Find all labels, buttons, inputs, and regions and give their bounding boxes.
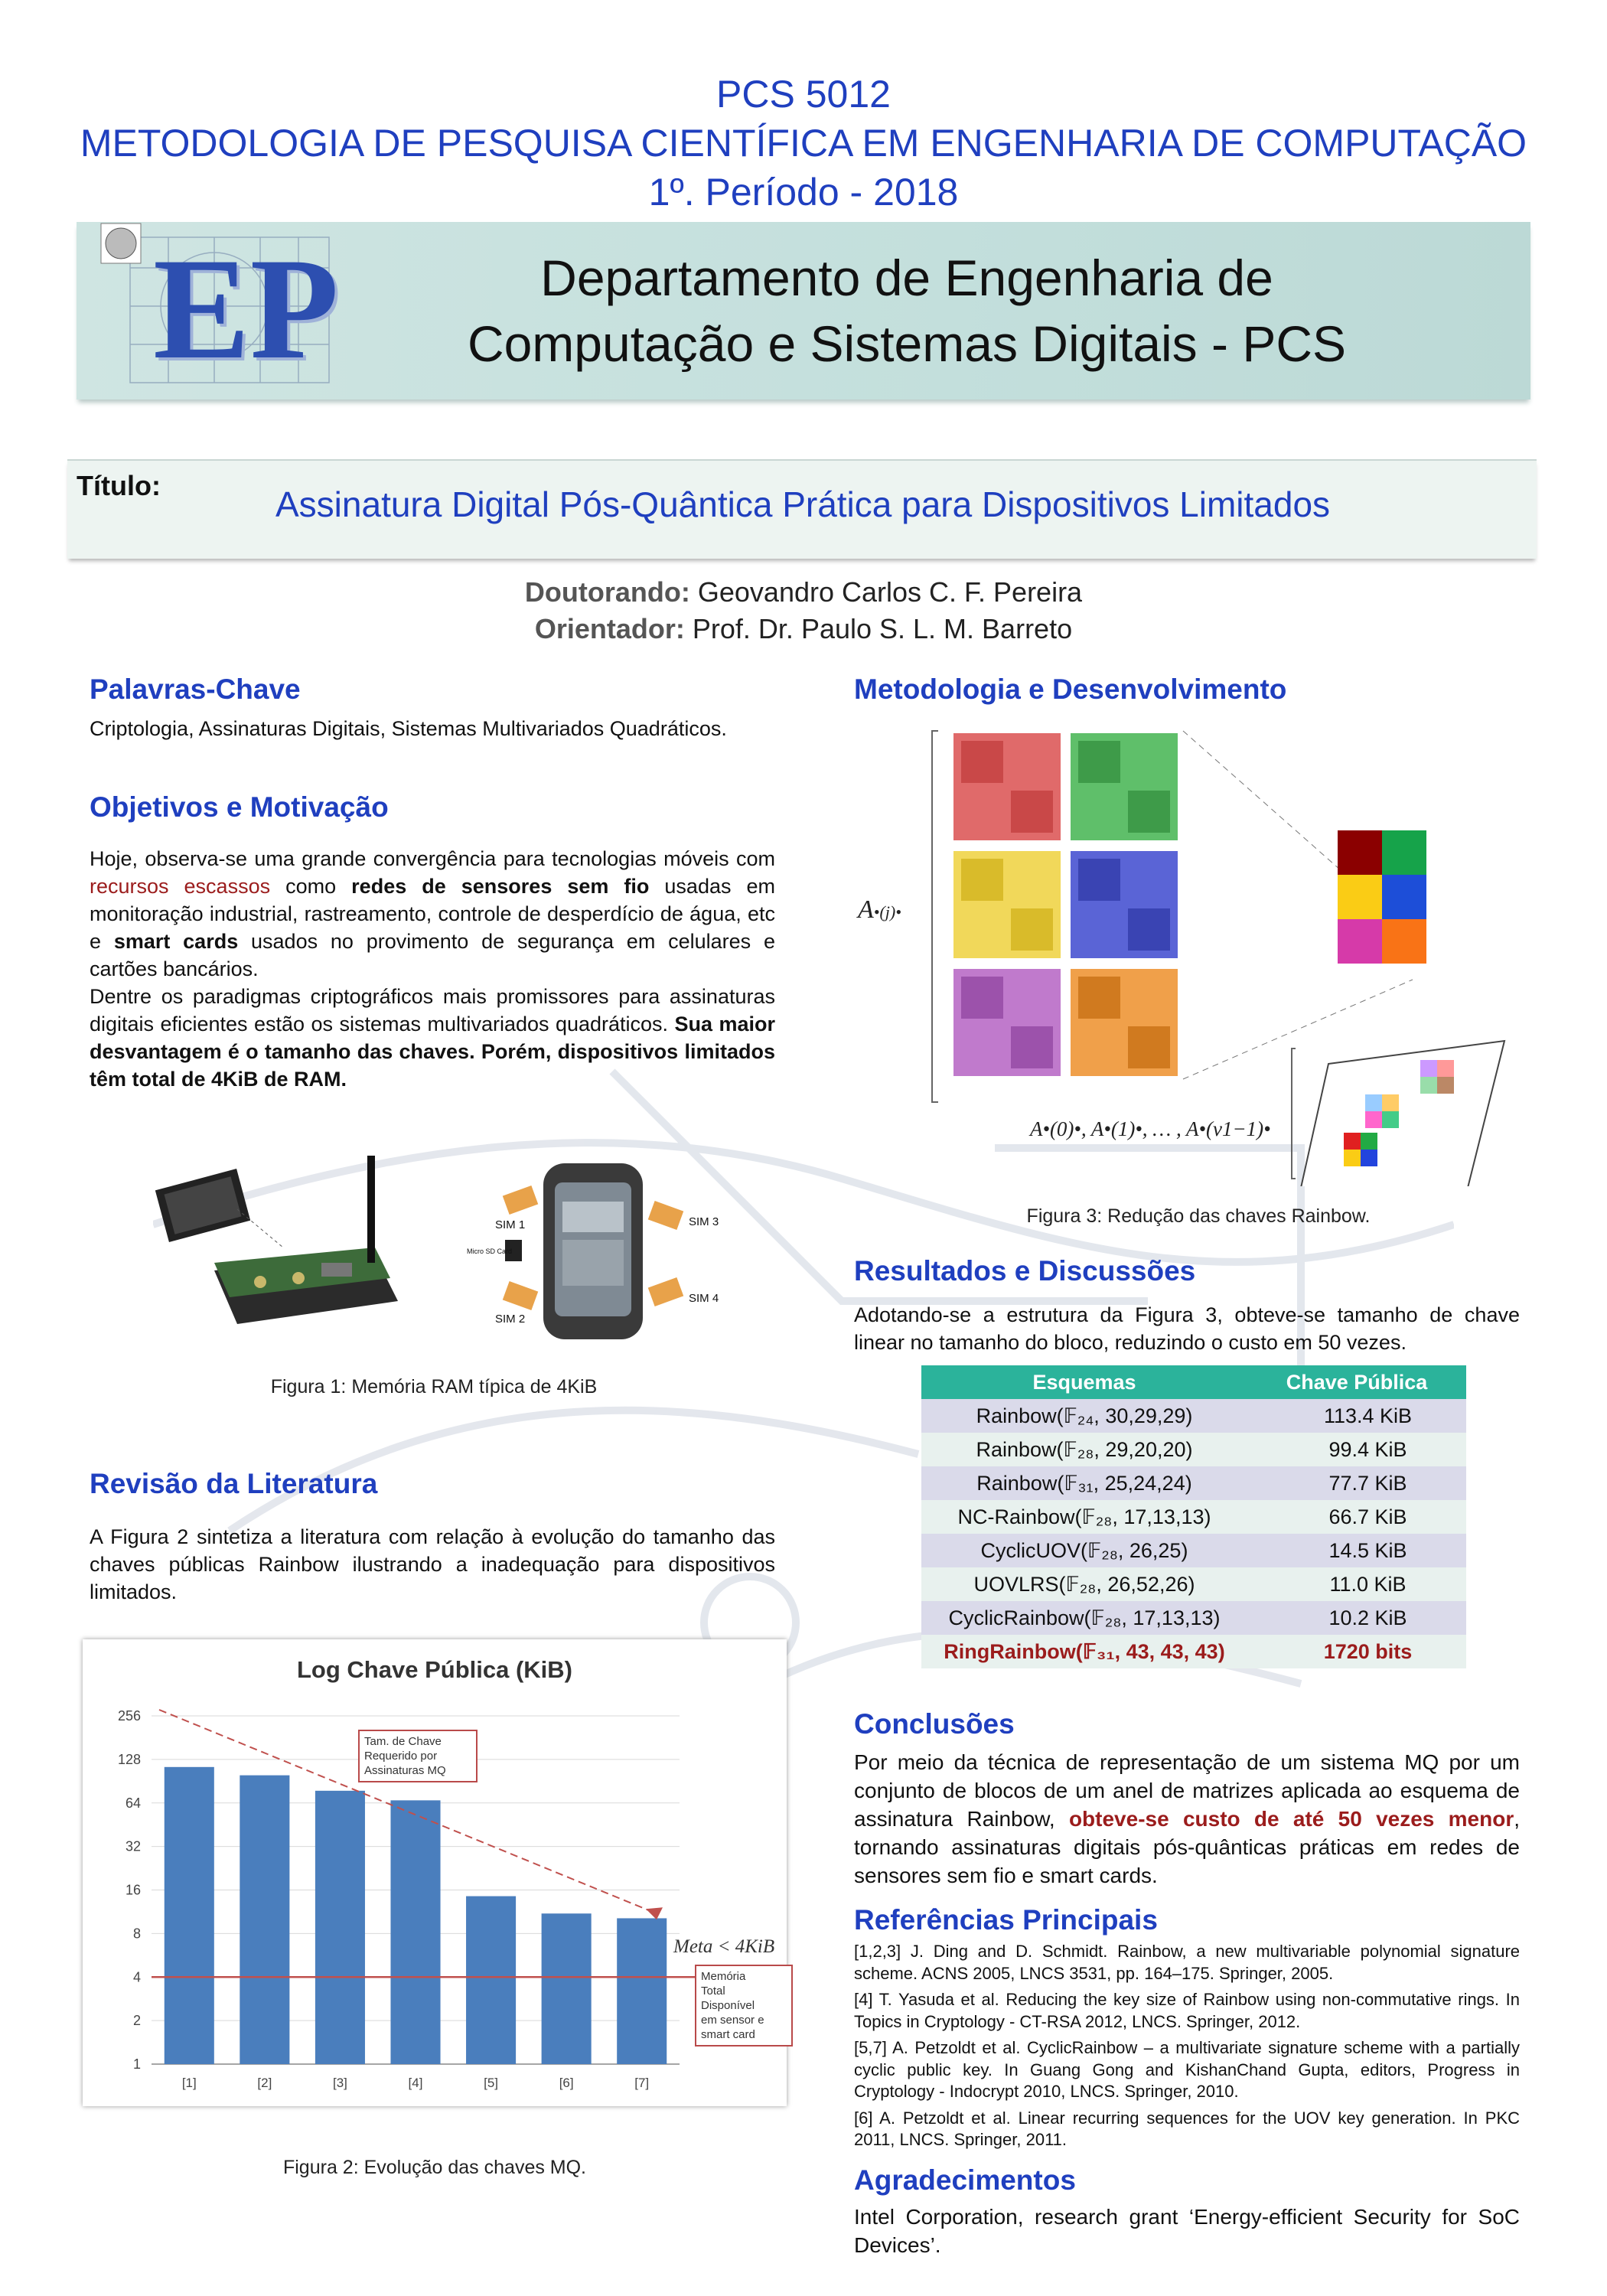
highlight-scarce-resources: recursos escassos: [90, 875, 271, 898]
threshold-annotation-box: [695, 1965, 793, 2047]
key-cell: 77.7 KiB: [1247, 1466, 1466, 1500]
results-heading: Resultados e Discussões: [854, 1255, 1196, 1287]
ep-logo-text: EP: [153, 229, 339, 390]
keywords-text: Criptologia, Assinaturas Digitais, Sistemas Multivariados Quadráticos.: [90, 717, 727, 740]
bar: [617, 1918, 667, 2064]
matrix-block-blue: [1071, 851, 1178, 958]
threshold-label-line: Total: [701, 1985, 725, 1998]
chart-title: Log Chave Pública (KiB): [297, 1656, 572, 1683]
bar: [165, 1767, 214, 2064]
course-code: PCS 5012: [716, 73, 891, 116]
methodology-heading: Metodologia e Desenvolvimento: [854, 673, 1287, 705]
poster-title: Assinatura Digital Pós-Quântica Prática para Dispositivos Limitados: [275, 484, 1331, 524]
objectives-text: Hoje, observa-se uma grande convergência para tecnologias móveis com: [90, 847, 775, 870]
key-cell: 14.5 KiB: [1247, 1534, 1466, 1567]
department-title-line-2: Computação e Sistemas Digitais - PCS: [467, 315, 1347, 372]
y-tick-label: 32: [125, 1838, 141, 1854]
conclusions-heading: Conclusões: [854, 1708, 1015, 1740]
results-table: [921, 1365, 1466, 1668]
trend-label-line: Tam. de Chave: [364, 1735, 442, 1748]
figure-1-images: [145, 1148, 758, 1347]
scheme-cell: Rainbow(𝔽₂₈, 29,20,20): [921, 1433, 1247, 1466]
department-title: [429, 245, 1385, 377]
matrix-block-orange: [1071, 969, 1178, 1076]
student-line: [0, 574, 1607, 611]
bar: [390, 1800, 440, 2064]
matrix-label-index: •(j)•: [873, 902, 901, 921]
scheme-cell: Rainbow(𝔽₃₁, 25,24,24): [921, 1466, 1247, 1500]
student-label: Doutorando:: [524, 576, 690, 608]
x-tick-label: [5]: [484, 2076, 499, 2090]
matrix-label: [858, 895, 901, 925]
y-tick-label: 256: [117, 1708, 141, 1724]
y-tick-label: 1: [132, 2056, 141, 2072]
threshold-label-line: Disponível: [701, 1999, 755, 2012]
matrix-block-purple: [953, 969, 1061, 1076]
table-row: [921, 1466, 1466, 1500]
sim-1-label: SIM 1: [495, 1218, 526, 1231]
matrix-block-red: [953, 733, 1061, 840]
table-row: [921, 1433, 1466, 1466]
keywords-heading: Palavras-Chave: [90, 673, 301, 705]
trend-label-line: Assinaturas MQ: [364, 1764, 446, 1777]
acknowledgements-text: Intel Corporation, research grant ‘Energy-efficient Security for SoC Devices’.: [854, 2205, 1520, 2257]
student-name: Geovandro Carlos C. F. Pereira: [697, 576, 1083, 608]
x-tick-label: [6]: [559, 2076, 574, 2090]
table-row: [921, 1567, 1466, 1601]
sensor-board-image: [155, 1156, 398, 1324]
reference-item: [4] T. Yasuda et al. Reducing the key size of Rainbow using non-commutative rings. In Topics in Cryptology - CT-RSA 2012, LNCS. Springer, 2012.: [854, 1990, 1520, 2031]
y-tick-label: 8: [132, 1926, 141, 1942]
highlight-disadvantage: Sua maior desvantagem é o tamanho das chaves. Porém, dispositivos limitados têm total de 4KiB de RAM.: [90, 1013, 776, 1091]
acknowledgements-heading: Agradecimentos: [854, 2164, 1076, 2196]
scheme-cell: UOVLRS(𝔽₂₈, 26,52,26): [921, 1567, 1247, 1601]
results-text: Adotando-se a estrutura da Figura 3, obteve-se tamanho de chave linear no tamanho do bloco, reduzindo o custo em 50 vezes.: [854, 1303, 1520, 1354]
objectives-text: usadas em monitoração industrial, rastreamento, controle de desperdício de água, etc e: [90, 875, 775, 953]
figure-3-caption: Figura 3: Redução das chaves Rainbow.: [1026, 1205, 1371, 1227]
table-row: [921, 1399, 1466, 1433]
ep-logo: [99, 222, 360, 398]
bar: [466, 1896, 516, 2064]
bar: [542, 1913, 592, 2064]
trend-label-line: Requerido por: [364, 1750, 438, 1763]
x-tick-label: [1]: [181, 2076, 197, 2090]
matrix-label-a: A: [858, 895, 874, 924]
x-tick-label: [3]: [332, 2076, 347, 2090]
department-title-line-1: Departamento de Engenharia de: [540, 249, 1273, 306]
reference-item: [1,2,3] J. Ding and D. Schmidt. Rainbow, a new multivariable polynomial signature scheme. ACNS 2005, LNCS 3531, pp. 164–175. Springer, 2005.: [854, 1942, 1520, 1983]
microsd-label: Micro SD Card: [467, 1247, 513, 1255]
advisor-label: Orientador:: [534, 613, 685, 644]
objectives-text: como: [270, 875, 352, 898]
key-cell: 113.4 KiB: [1247, 1399, 1466, 1433]
table-header-key: Chave Pública: [1247, 1365, 1466, 1399]
highlight-smart-cards: smart cards: [113, 930, 239, 953]
sim-4-label: SIM 4: [689, 1292, 719, 1305]
objectives-paragraph-1: [90, 845, 775, 983]
conclusions-text-part: , tornando assinaturas digitais pós-quânticas práticas em redes de sensores sem fio e smart cards.: [854, 1807, 1520, 1887]
figure-2-caption: Figura 2: Evolução das chaves MQ.: [282, 2157, 587, 2178]
reference-item: [5,7] A. Petzoldt et al. CyclicRainbow – a multivariate signature scheme with a partially cyclic public key. In Guang Gong and KishanChand Gupta, editors, Progress in Cryptology - Indocrypt 2010, LNCS. Springer, 2010.: [854, 2038, 1520, 2101]
objectives-heading: Objetivos e Motivação: [90, 791, 389, 823]
bar: [240, 1776, 289, 2064]
course-period: 1º. Período - 2018: [648, 171, 959, 214]
figure-1-caption: Figura 1: Memória RAM típica de 4KiB: [270, 1376, 598, 1397]
table-header-schemes: Esquemas: [921, 1365, 1247, 1399]
objectives-paragraph-2: [90, 983, 775, 1093]
scheme-cell: NC-Rainbow(𝔽₂₈, 17,13,13): [921, 1500, 1247, 1534]
key-cell: 66.7 KiB: [1247, 1500, 1466, 1534]
literature-heading: Revisão da Literatura: [90, 1468, 378, 1499]
conclusions-highlight: obteve-se custo de até 50 vezes menor: [1068, 1807, 1514, 1831]
trend-annotation-box: [358, 1730, 478, 1782]
threshold-label-line: em sensor e: [701, 2014, 764, 2027]
x-tick-label: [4]: [408, 2076, 423, 2090]
key-cell: 11.0 KiB: [1247, 1567, 1466, 1601]
matrix-block-green: [1071, 733, 1178, 840]
matrix-block-yellow: [953, 851, 1061, 958]
y-tick-label: 2: [132, 2013, 141, 2029]
chart-plot: [83, 1639, 787, 2106]
x-tick-label: [7]: [634, 2076, 650, 2090]
advisor-name: Prof. Dr. Paulo S. L. M. Barreto: [692, 613, 1073, 644]
highlight-sensor-networks: redes de sensores sem fio: [351, 875, 650, 898]
trend-arrowhead: [646, 1907, 663, 1919]
conclusions-text: [854, 1748, 1520, 1890]
key-size-chart: [83, 1639, 787, 2106]
literature-text: A Figura 2 sintetiza a literatura com relação à evolução do tamanho das chaves públicas Rainbow ilustrando a inadequação para dispositivos limitados.: [90, 1525, 775, 1603]
scheme-cell: Rainbow(𝔽₂₄, 30,29,29): [921, 1399, 1247, 1433]
threshold-label-line: Memória: [701, 1970, 746, 1983]
table-row: [921, 1534, 1466, 1567]
key-cell: 99.4 KiB: [1247, 1433, 1466, 1466]
title-label: Título:: [77, 470, 161, 501]
scheme-cell: CyclicUOV(𝔽₂₈, 26,25): [921, 1534, 1247, 1567]
scheme-cell: RingRainbow(𝔽₃₁, 43, 43, 43): [921, 1635, 1247, 1668]
references-heading: Referências Principais: [854, 1904, 1158, 1936]
reduced-block-grid: [1338, 830, 1426, 964]
sim-2-label: SIM 2: [495, 1313, 526, 1326]
y-tick-label: 64: [125, 1795, 141, 1811]
y-tick-label: 128: [117, 1751, 141, 1767]
y-tick-label: 4: [132, 1969, 141, 1985]
key-cell: 1720 bits: [1247, 1635, 1466, 1668]
figure-3: [854, 719, 1543, 1186]
matrix-sequence-label: A•(0)•, A•(1)•, … , A•(v1−1)•: [1030, 1117, 1271, 1140]
scheme-cell: CyclicRainbow(𝔽₂₈, 17,13,13): [921, 1601, 1247, 1635]
sim-3-label: SIM 3: [689, 1215, 719, 1228]
conclusions-text-part: Por meio da técnica de representação de um sistema MQ por um conjunto de blocos de um anel de matrizes aplicada ao esquema de assinatura Rainbow,: [854, 1750, 1520, 1831]
references-list: [854, 1941, 1520, 2156]
phone-image: [503, 1163, 683, 1339]
reference-item: [6] A. Petzoldt et al. Linear recurring sequences for the UOV key generation. In PKC 2011, LNCS. Springer, 2011.: [854, 2108, 1520, 2149]
table-row: [921, 1500, 1466, 1534]
objectives-text: Dentre os paradigmas criptográficos mais promissores para assinaturas digitais eficientes estão os sistemas multivariados quadráticos.: [90, 985, 775, 1035]
threshold-annotation: Meta < 4KiB: [673, 1936, 775, 1957]
y-tick-label: 16: [125, 1882, 141, 1898]
objectives-text: usados no provimento de segurança em celulares e cartões bancários.: [90, 930, 775, 980]
key-cell: 10.2 KiB: [1247, 1601, 1466, 1635]
bar: [315, 1791, 365, 2064]
course-name: METODOLOGIA DE PESQUISA CIENTÍFICA EM ENGENHARIA DE COMPUTAÇÃO: [80, 122, 1527, 165]
advisor-line: [0, 611, 1607, 647]
table-row: [921, 1601, 1466, 1635]
x-tick-label: [2]: [257, 2076, 272, 2090]
table-row-highlight: [921, 1635, 1466, 1668]
threshold-label-line: smart card: [701, 2028, 755, 2041]
